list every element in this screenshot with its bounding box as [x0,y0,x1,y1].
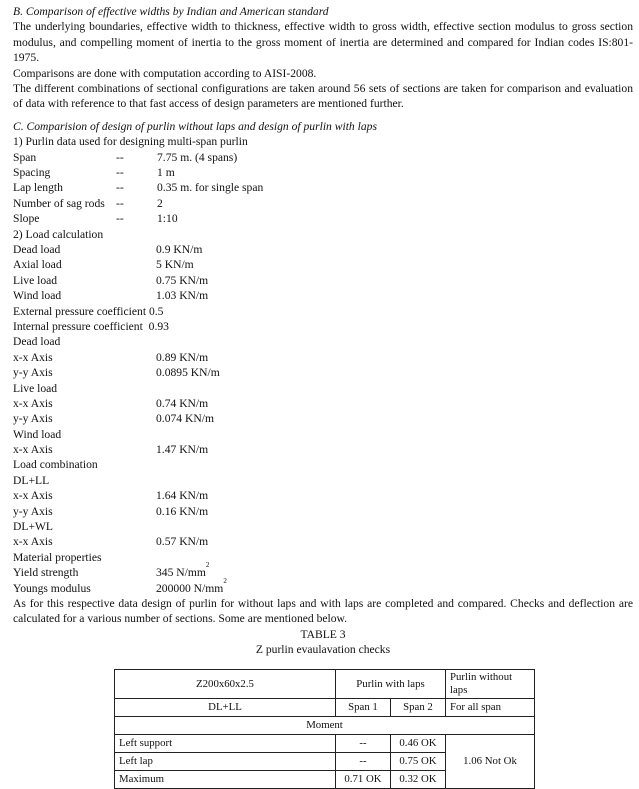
text-cell: Live load [13,273,58,287]
text-cell: 0.35 m. for single span [157,181,264,195]
text-cell: -- [336,753,391,771]
purlin-data-subheading: 1) Purlin data used for designing multi-span purlin [13,135,248,149]
purlin-data-row [13,150,633,165]
text-cell: 0.16 KN/m [156,504,209,518]
text-cell: 0.46 OK [391,735,446,753]
purlin-data-row [13,196,633,211]
load-row [13,381,633,396]
text-cell: 7.75 m. (4 spans) [157,150,238,164]
section-c-heading: C. Comparision of design of purlin without laps and design of purlin with laps [13,119,377,133]
text-cell: 5 KN/m [156,258,194,272]
load-row [13,442,633,457]
text-cell: 0.71 OK [336,771,391,789]
load-row [13,350,633,365]
load-row [13,534,633,549]
text-cell: x-x Axis [13,489,53,503]
text-cell: 0.75 OK [391,753,446,771]
text-cell: Wind load [13,289,62,303]
text-cell: 1.47 KN/m [156,443,209,457]
load-row [13,488,633,503]
text-cell: For all span [446,699,535,717]
text-cell: 1.06 Not Ok [446,735,535,789]
text-cell: 0.75 KN/m [156,273,209,287]
text-cell: -- [116,181,124,195]
text-cell: Span 1 [336,699,391,717]
text-cell: DL+WL [13,520,54,534]
text-cell: Live load [13,381,58,395]
load-row [13,427,633,442]
load-row [13,319,633,334]
text-cell: 0.074 KN/m [156,412,214,426]
text-cell: -- [336,735,391,753]
text-cell: Wind load [13,427,62,441]
text-cell: -- [116,166,124,180]
purlin-data-row [13,165,633,180]
text-cell: Purlin without laps [446,670,535,699]
load-list [13,242,633,596]
load-row [13,396,633,411]
text-cell: -- [116,196,124,210]
text-cell: Dead load [13,335,61,349]
text-cell: Maximum [115,771,336,789]
text-cell: 1 m [157,166,175,180]
text-cell: x-x Axis [13,535,53,549]
text-cell: Dead load [13,243,61,257]
table-row [115,717,535,735]
load-row [13,288,633,303]
table-row [115,670,535,699]
youngs-row [13,576,633,596]
text-cell: 0.32 OK [391,771,446,789]
text-cell: Span 2 [391,699,446,717]
section-b-para-3: The different combinations of sectional configurations are taken around 56 sets of sections are taken for comparison and evaluation of data with reference to that fast access of design parameters are mentioned further. [13,82,633,111]
load-row [13,273,633,288]
text-cell: Load combination [13,458,98,472]
text-cell: x-x Axis [13,350,53,364]
text-cell: DL+LL [115,699,336,717]
text-cell: y-y Axis [13,504,53,518]
text-cell: Moment [115,717,535,735]
text-cell: 2 [223,576,227,585]
text-cell: Left support [115,735,336,753]
text-cell: External pressure coefficient [13,304,147,318]
load-calc-subheading: 2) Load calculation [13,227,104,241]
text-cell: Purlin with laps [336,670,446,699]
table-row [115,699,535,717]
text-cell: Slope [13,212,40,226]
load-row [13,411,633,426]
load-row [13,334,633,349]
load-row [13,519,633,534]
text-cell: 0.93 [148,319,169,333]
load-row [13,550,633,565]
table-label: TABLE 3 [300,627,346,641]
text-cell: x-x Axis [13,396,53,410]
text-cell: Material properties [13,550,102,564]
purlin-data-row [13,211,633,226]
load-row [13,365,633,380]
section-b-para-2: Comparisons are done with computation according to AISI-2008. [13,66,317,80]
text-cell: Internal pressure coefficient [13,319,143,333]
text-cell: 1.64 KN/m [156,489,209,503]
text-cell: y-y Axis [13,412,53,426]
yield-row [13,561,633,580]
load-row [13,304,633,319]
purlin-data-row [13,180,633,195]
table-row [115,735,535,753]
text-cell: 1.03 KN/m [156,289,209,303]
z-purlin-table [114,669,535,789]
text-cell: 345 N/mm [156,566,206,580]
text-cell: Youngs modulus [13,581,91,595]
text-cell: y-y Axis [13,366,53,380]
text-cell: 2 [157,196,163,210]
text-cell: Yield strength [13,566,79,580]
text-cell: 200000 N/mm [156,581,224,595]
text-cell: 1:10 [157,212,178,226]
load-row [13,257,633,272]
load-row [13,504,633,519]
text-cell: x-x Axis [13,443,53,457]
text-cell: 0.9 KN/m [156,243,203,257]
text-cell: 0.5 [148,304,164,318]
text-cell: 2 [205,561,210,570]
text-cell: 0.57 KN/m [156,535,209,549]
text-cell: -- [116,212,124,226]
text-cell: 0.74 KN/m [156,396,209,410]
text-cell: 0.89 KN/m [156,350,209,364]
load-row [13,473,633,488]
text-cell: Number of sag rods [13,196,105,210]
text-cell: Spacing [13,166,51,180]
text-cell: -- [116,150,124,164]
table-title: Z purlin evaulavation checks [255,643,391,657]
closing-paragraph: As for this respective data design of purlin for without laps and with laps are completed and compared. Checks and deflection are calculated for a various number of sections. Some are mentioned below. [13,597,633,626]
text-cell: DL+LL [13,473,50,487]
load-row [13,242,633,257]
text-cell: Lap length [13,181,63,195]
text-cell: 0.0895 KN/m [156,366,220,380]
section-b-heading: B. Comparison of effective widths by Indian and American standard [13,5,329,18]
text-cell: Left lap [115,753,336,771]
section-b-para-1: The underlying boundaries, effective width to thickness, effective width to gross width, effective section modulus to gross section modulus, and compelling moment of inertia to the gross moment of inertia are determined and compared for Indian codes IS:801-1975. [13,20,633,65]
text-cell: Z200x60x2.5 [115,670,336,699]
text-cell: Axial load [13,258,62,272]
load-row [13,457,633,472]
paper-page [13,4,633,658]
purlin-data-list [13,150,633,227]
text-cell: Span [13,150,37,164]
